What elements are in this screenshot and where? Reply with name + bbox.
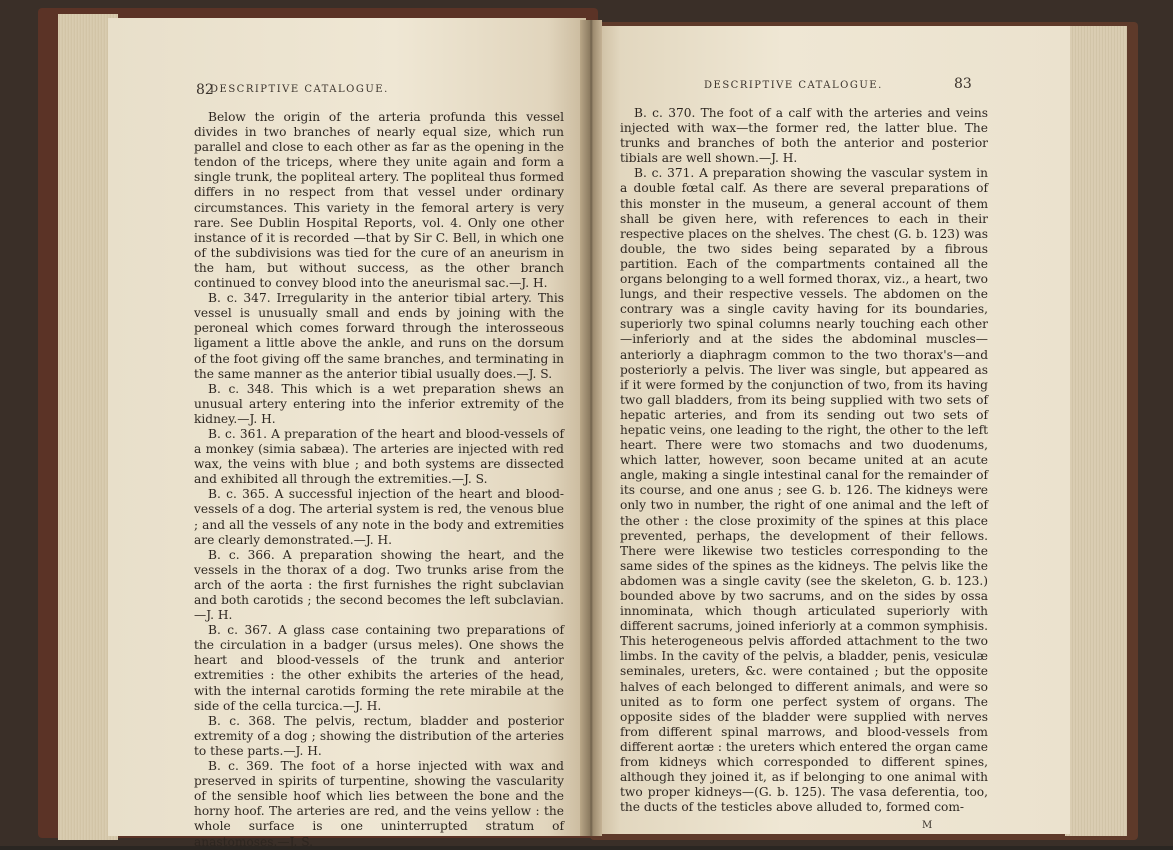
left-page [108,18,586,849]
paragraph: B. c. 370. The foot of a calf with the arteries and veins injected with wax—the former red, the latter blue. The trunks and branches of both the anterior and posterior tibials are well shown.—J. H. [620,106,988,166]
paragraph: B. c. 371. A preparation showing the vascular system in a double fœtal calf. As there are several preparations of this monster in the museum, a general account of them shall be given here, with references to each in their respective places on the shelves. The chest (G. b. 123) was double, the two sides being separated by a fibrous partition. Each of the compartments contained all the organs belonging to a well formed thorax, viz., a heart, two lungs, and their respective vessels. The abdomen on the contrary was a single cavity having for its boundaries, superiorly two spinal columns nearly touching each other—inferiorly and at the sides the abdominal muscles—anteriorly a diaphragm common to the two thorax's—and posteriorly a pelvis. The liver was single, but appeared as if it were formed by the conjunction of two, from its having two gall bladders, from its being supplied with two sets of hepatic arteries, and from its sending out two sets of hepatic veins, one leading to the right, the other to the left heart. There were two stomachs and two duodenums, which latter, however, soon became united at an acute angle, making a single intestinal canal for the remainder of its course, and one anus ; see G. b. 126. The kidneys were only two in number, the right of one animal and the left of the other : the close proximity of the spines at this place prevented, perhaps, the development of their fellows. There were likewise two testicles corresponding to the same sides of the spines as the kidneys. The pelvis like the abdomen was a single cavity (see the skeleton, G. b. 123.) bounded above by two sacrums, and on the sides by ossa innominata, which though articulated superiorly with different sacrums, joined inferiorly at a common symphisis. This heterogeneous pelvis afforded attachment to the two limbs. In the cavity of the pelvis, a bladder, penis, vesiculæ seminales, ureters, &c. were contained ; but the opposite halves of each belonged to different animals, and were so united as to form one perfect system of organs. The opposite sides of the bladder were supplied with nerves from different spinal marrows, and blood-vessels from different aortæ : the ureters which entered the organ came from kidneys which corresponded to different spines, although they joined it, as if belonging to one animal with two proper kidneys—(G. b. 125). The vasa deferentia, too, the ducts of the testicles above alluded to, formed com- [620,166,988,815]
book-gutter [580,20,602,836]
running-head: DESCRIPTIVE CATALOGUE. [704,80,883,91]
signature-mark: M [922,820,933,831]
paragraph: B. c. 365. A successful injection of the heart and blood-vessels of a dog. The arterial system is red, the venous blue ; and all the vessels of any note in the body and extremities are clearly demonstrated.—J. H. [194,487,564,547]
paragraph: B. c. 369. The foot of a horse injected with wax and preserved in spirits of turpentine, showing the vascularity of the sensible hoof which lies between the bone and the horny hoof. The arteries are red, and the veins yellow : the whole surface is one uninterrupted stratum of anastomoses.—J. S. [194,759,564,849]
body-text [194,110,564,850]
paragraph: B. c. 347. Irregularity in the anterior tibial artery. This vessel is unusually small and ends by joining with the peroneal which comes forward through the interosseous ligament a little above the ankle, and runs on the dorsum of the foot giving off the same branches, and terminating in the same manner as the anterior tibial usually does.—J. S. [194,291,564,381]
running-head: DESCRIPTIVE CATALOGUE. [210,84,389,95]
paragraph: B. c. 361. A preparation of the heart and blood-vessels of a monkey (simia sabæa). The arteries are injected with red wax, the veins with blue ; and both systems are dissected and exhibited all through the extremities.—J. S. [194,426,564,487]
paragraph: B. c. 348. This which is a wet preparation shews an unusual artery entering into the inferior extremity of the kidney.—J. H. [194,381,564,426]
page-number: 83 [954,76,972,92]
right-page [592,26,1070,834]
paragraph: B. c. 368. The pelvis, rectum, bladder and posterior extremity of a dog ; showing the distribution of the arteries to these parts.—J. H. [194,713,564,758]
paragraph: Below the origin of the arteria profunda this vessel divides in two branches of nearly equal size, which run parallel and close to each other as far as the opening in the tendon of the triceps, where they unite again and form a single trunk, the popliteal artery. The popliteal thus formed differs in no respect from that vessel under ordinary circumstances. This variety in the femoral artery is very rare. See Dublin Hospital Reports, vol. 4. Only one other instance of it is recorded —that by Sir C. Bell, in which one of the subdivisions was tied for the cure of an aneurism in the ham, but without success, as the other branch continued to convey blood into the aneurismal sac.—J. H. [194,110,564,291]
paragraph: B. c. 367. A glass case containing two preparations of the circulation in a badger (ursus meles). One shows the heart and blood-vessels of the trunk and anterior extremities : the other exhibits the arteries of the head, with the internal carotids forming the rete mirabile at the side of the cella turcica.—J. H. [194,623,564,713]
paragraph: B. c. 366. A preparation showing the heart, and the vessels in the thorax of a dog. Two trunks arise from the arch of the aorta : the first furnishes the right subclavian and both carotids ; the second becomes the left subclavian.—J. H. [194,547,564,623]
body-text [620,106,988,815]
page-edges-right [1065,26,1127,836]
page-number: 82 [196,82,214,98]
